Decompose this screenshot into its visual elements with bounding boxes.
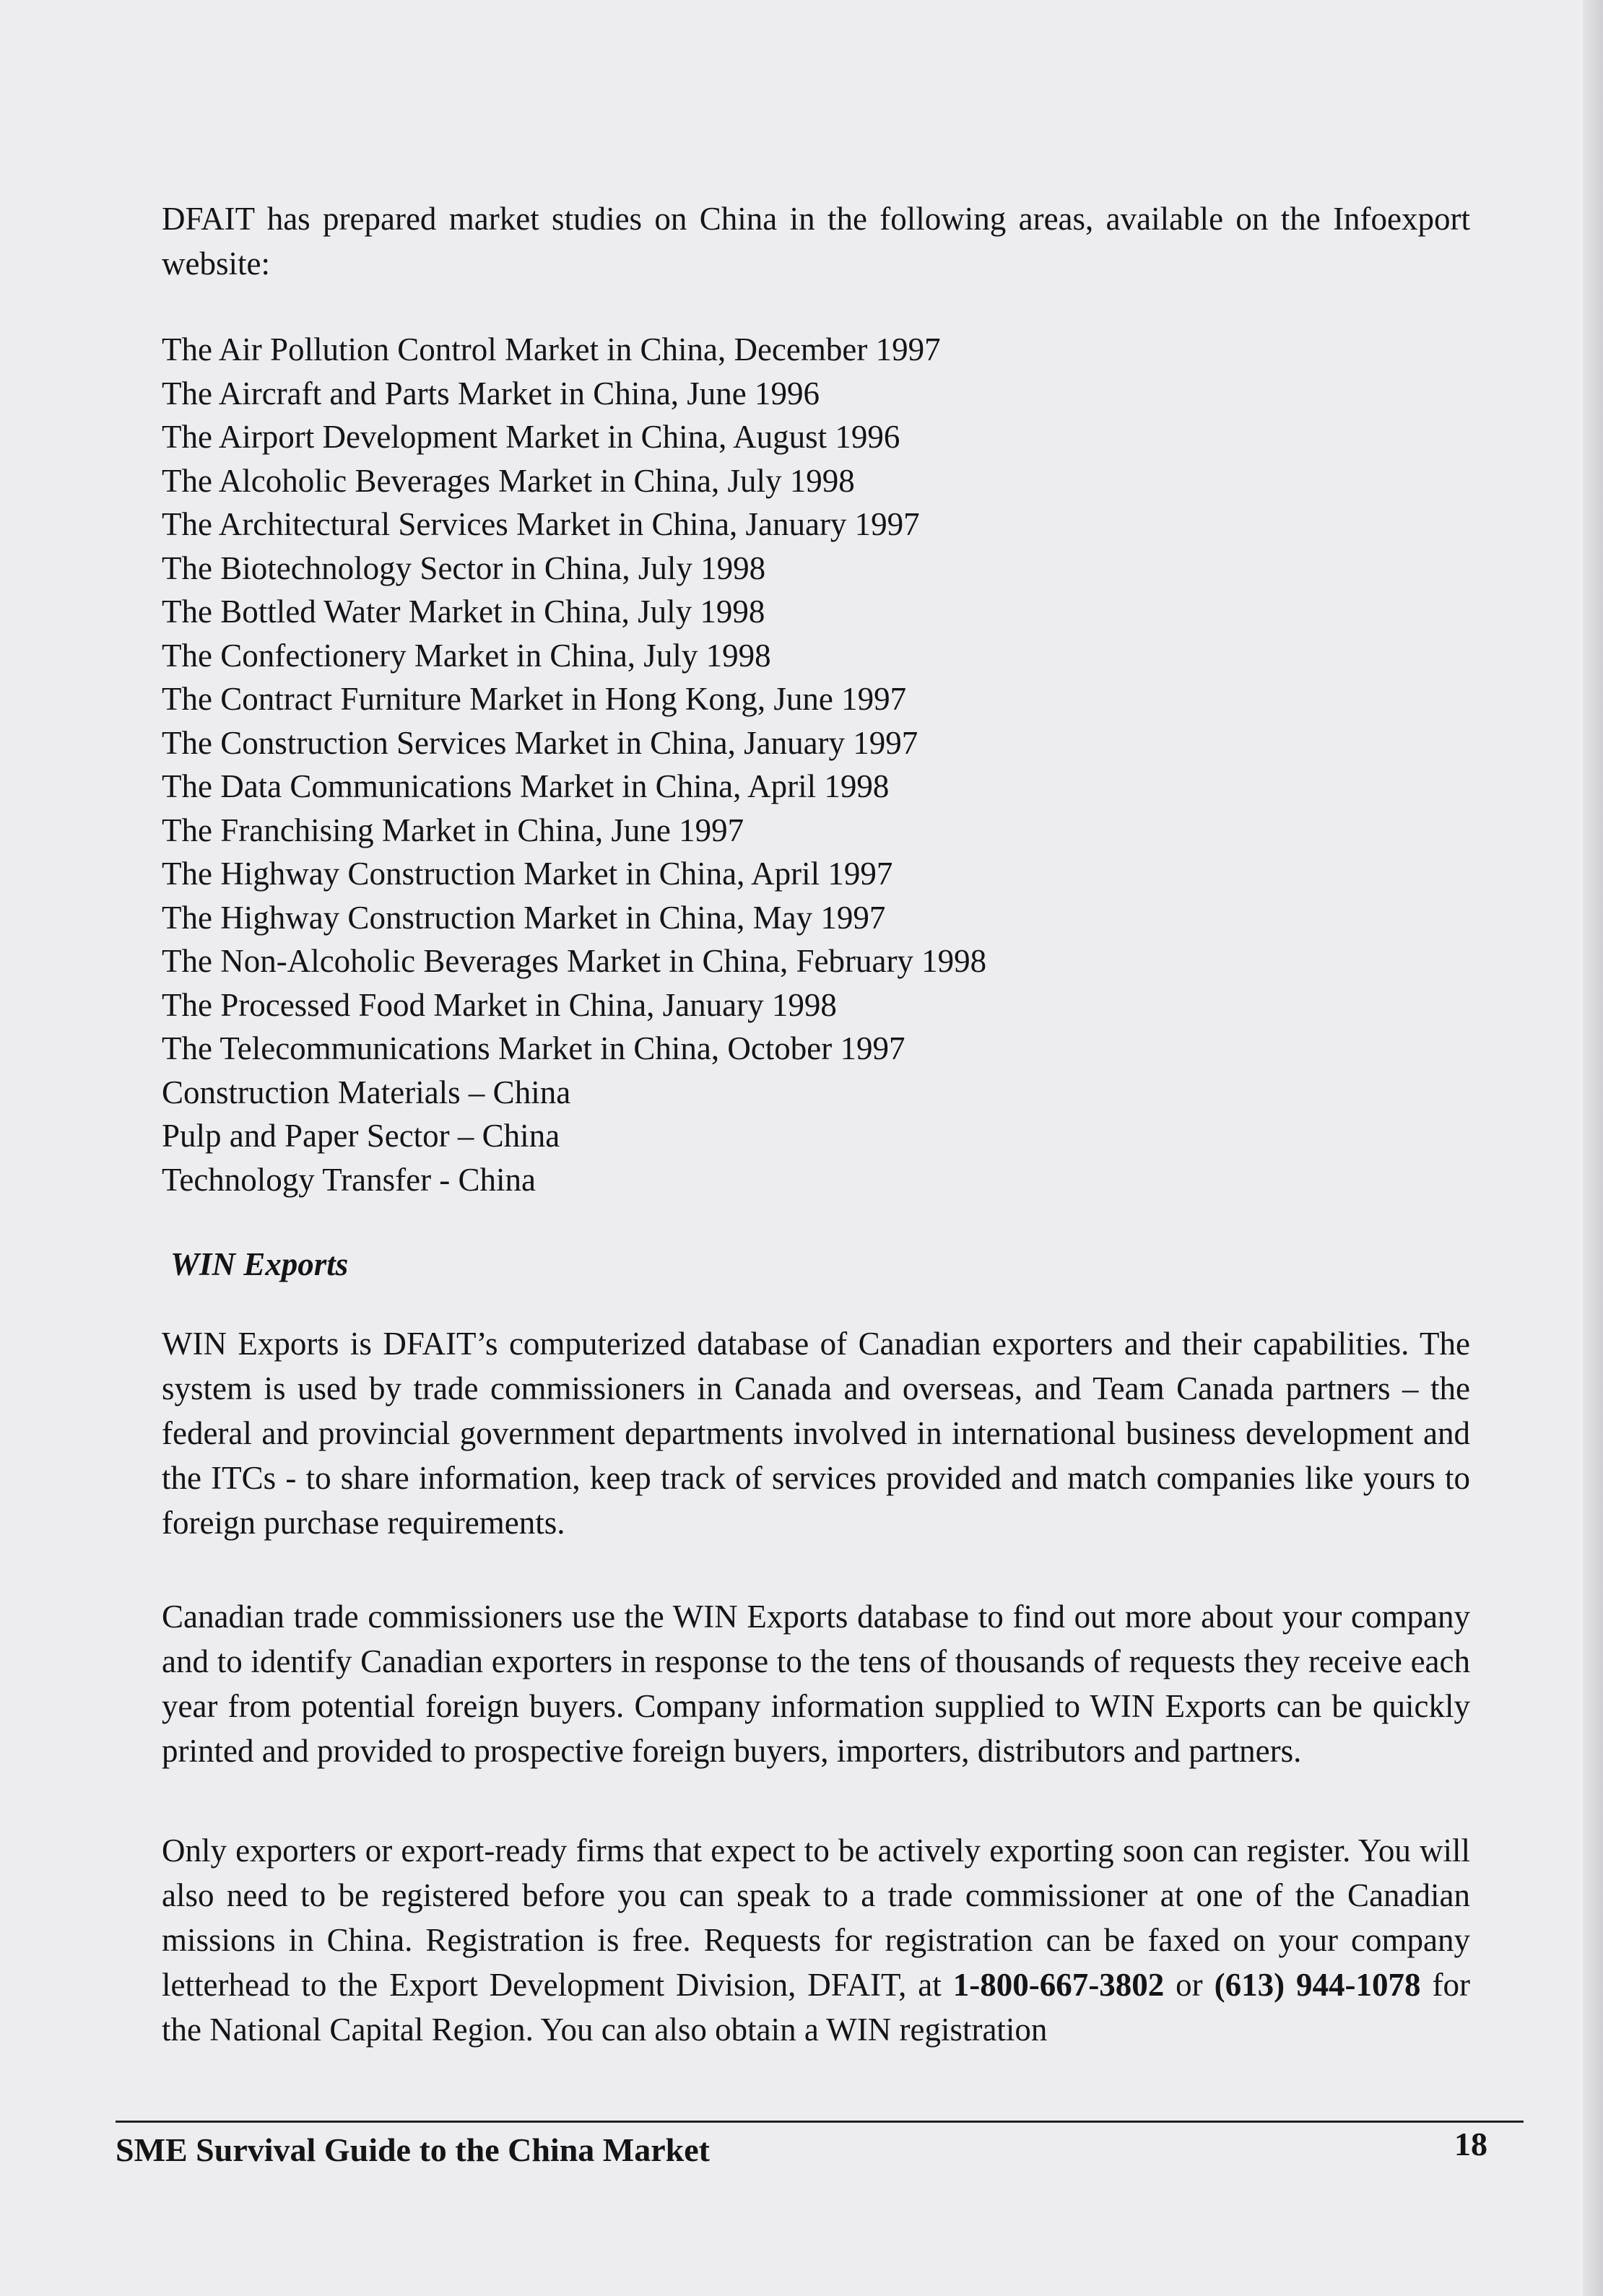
- page-edge-shadow: [1583, 0, 1603, 2296]
- toll-free-phone: 1-800-667-3802: [952, 1967, 1165, 2003]
- list-item: The Airport Development Market in China, August 1996: [162, 419, 900, 455]
- list-item: The Bottled Water Market in China, July 1998: [162, 593, 765, 630]
- list-item: The Data Communications Market in China, April 1998: [162, 768, 890, 804]
- list-item: The Processed Food Market in China, January 1998: [162, 986, 837, 1023]
- win-exports-heading: WIN Exports: [170, 1246, 349, 1282]
- list-item: The Alcoholic Beverages Market in China, July 1998: [162, 462, 855, 499]
- list-item: The Non-Alcoholic Beverages Market in China, February 1998: [162, 943, 987, 979]
- page-number: 18: [1454, 2126, 1487, 2162]
- list-item: The Aircraft and Parts Market in China, June 1996: [162, 375, 820, 412]
- win-exports-description: WIN Exports is DFAIT’s computerized database of Canadian exporters and their capabilities. The system is used by trade commissioners in Canada and overseas, and Team Canada partners – the federal and provincial government departments involved in international business development and the ITCs - to share information, keep track of services provided and match companies like yours to foreign purchase requirements.: [162, 1326, 1470, 1541]
- registration-text-c: for the National Capital Region. You can also obtain a WIN registration: [162, 1967, 1470, 2048]
- list-item: Technology Transfer - China: [162, 1161, 536, 1198]
- footer-rule: [116, 2121, 1524, 2123]
- list-item: The Confectionery Market in China, July 1998: [162, 637, 771, 674]
- market-studies-list: [162, 328, 1470, 1201]
- registration-text-b: or: [1164, 1967, 1215, 2003]
- footer-title: SME Survival Guide to the China Market: [116, 2131, 710, 2168]
- ncr-phone: (613) 944-1078: [1214, 1967, 1421, 2003]
- intro-paragraph: DFAIT has prepared market studies on China in the following areas, available on the Infoexport website:: [162, 201, 1470, 282]
- list-item: The Highway Construction Market in China, May 1997: [162, 899, 886, 936]
- list-item: The Air Pollution Control Market in China, December 1997: [162, 331, 941, 368]
- registration-text-a: Only exporters or export-ready firms that expect to be actively exporting soon can register. You will also need to be registered before you can speak to a trade commissioner at one of the Canadian missions in China. Registration is free. Requests for registration can be faxed on your company letterhead to the Export Development Division, DFAIT, at: [162, 1832, 1470, 2003]
- list-item: The Biotechnology Sector in China, July 1998: [162, 549, 766, 586]
- list-item: The Architectural Services Market in China, January 1997: [162, 506, 920, 542]
- list-item: The Franchising Market in China, June 1997: [162, 812, 744, 848]
- registration-paragraph: [162, 1828, 1470, 2052]
- page-content: [162, 196, 1470, 2052]
- list-item: Construction Materials – China: [162, 1074, 571, 1110]
- trade-commissioners-paragraph: Canadian trade commissioners use the WIN Exports database to find out more about your company and to identify Canadian exporters in response to the tens of thousands of requests they receive each year from potential foreign buyers. Company information supplied to WIN Exports can be quickly printed and provided to prospective foreign buyers, importers, distributors and partners.: [162, 1599, 1470, 1769]
- list-item: The Contract Furniture Market in Hong Kong, June 1997: [162, 681, 907, 717]
- list-item: The Telecommunications Market in China, October 1997: [162, 1030, 905, 1066]
- list-item: Pulp and Paper Sector – China: [162, 1118, 560, 1154]
- list-item: The Construction Services Market in China, January 1997: [162, 724, 918, 761]
- list-item: The Highway Construction Market in China, April 1997: [162, 856, 893, 892]
